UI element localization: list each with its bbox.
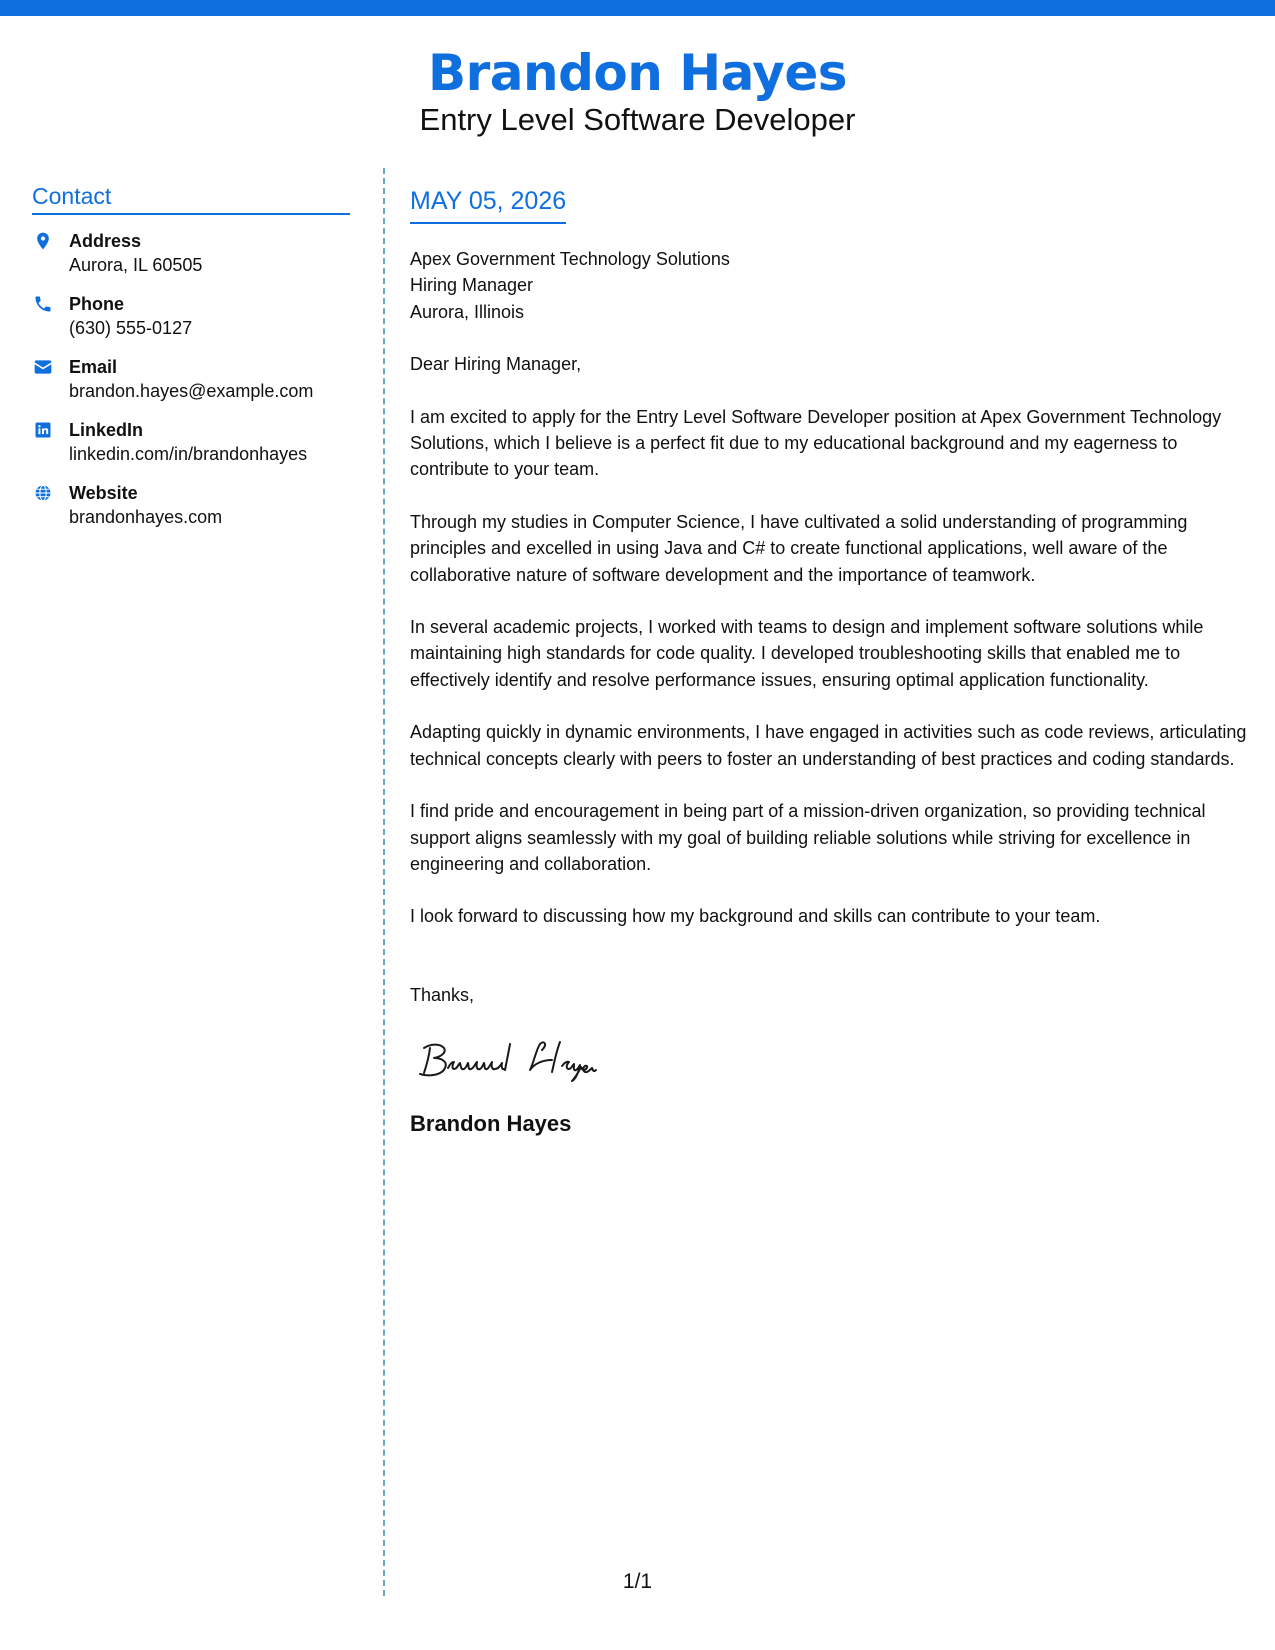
contact-value: linkedin.com/in/brandonhayes [69,444,308,464]
signature-graphic [410,1034,670,1094]
header [0,40,1275,138]
phone-icon [32,293,54,315]
page-number: 1/1 [622,1570,653,1593]
closing: Thanks, [410,984,475,1005]
paragraph: Through my studies in Computer Science, I have cultivated a solid understanding of programming principles and excelled in using Java and C# to create functional applications, well aware of the collaborative nature of software development and the importance of teamwork. [410,511,1188,585]
contact-value: Aurora, IL 60505 [69,255,203,275]
recipient-block [410,246,1250,325]
contact-value: brandon.hayes@example.com [69,381,314,401]
contact-heading: Contact [32,182,350,215]
contact-website [32,481,350,530]
contact-value: brandonhayes.com [69,507,223,527]
linkedin-icon [32,419,54,441]
contact-label: Phone [69,294,125,314]
signer-name: Brandon Hayes [410,1111,572,1137]
paragraph: I find pride and encouragement in being part of a mission-driven organization, so providing technical support aligns seamlessly with my goal of building reliable solutions while striving for excellence in engineering and collaboration. [410,801,1206,874]
contact-value: (630) 555-0127 [69,318,193,338]
globe-icon [32,482,54,504]
contact-phone [32,292,350,341]
applicant-name: Brandon Hayes [427,44,848,102]
recipient-company: Apex Government Technology Solutions [410,249,730,269]
job-title: Entry Level Software Developer [419,102,856,137]
recipient-title: Hiring Manager [410,275,534,296]
top-accent-bar [0,0,1275,16]
paragraph: I am excited to apply for the Entry Level Software Developer position at Apex Government Technology Solutions, which I believe is a perfect fit due to my educational background and my eagerness to contribute to your team. [410,406,1222,480]
envelope-icon [32,356,54,378]
letter-body [410,186,1250,1138]
recipient-location: Aurora, Illinois [410,301,525,322]
contact-email [32,355,350,404]
contact-label: Email [69,357,118,377]
column-divider [383,168,385,1596]
contact-label: Address [69,231,142,251]
contact-sidebar [32,182,350,530]
contact-linkedin [32,418,350,467]
contact-label: LinkedIn [69,420,144,440]
salutation: Dear Hiring Manager, [410,354,582,375]
signature [410,1034,1250,1094]
contact-address [32,229,350,278]
paragraph: Adapting quickly in dynamic environments, I have engaged in activities such as code reviews, articulating technical concepts clearly with peers to foster an understanding of best practices and coding standards. [410,722,1247,769]
contact-label: Website [69,483,138,503]
map-pin-icon [32,230,54,252]
letter-date: MAY 05, 2026 [410,186,566,224]
paragraph: I look forward to discussing how my background and skills can contribute to your team. [410,906,1101,927]
paragraph: In several academic projects, I worked with teams to design and implement software solutions while maintaining high standards for code quality. I developed troubleshooting skills that enabled me to effectively identify and resolve performance issues, ensuring optimal application functionality. [410,617,1204,690]
